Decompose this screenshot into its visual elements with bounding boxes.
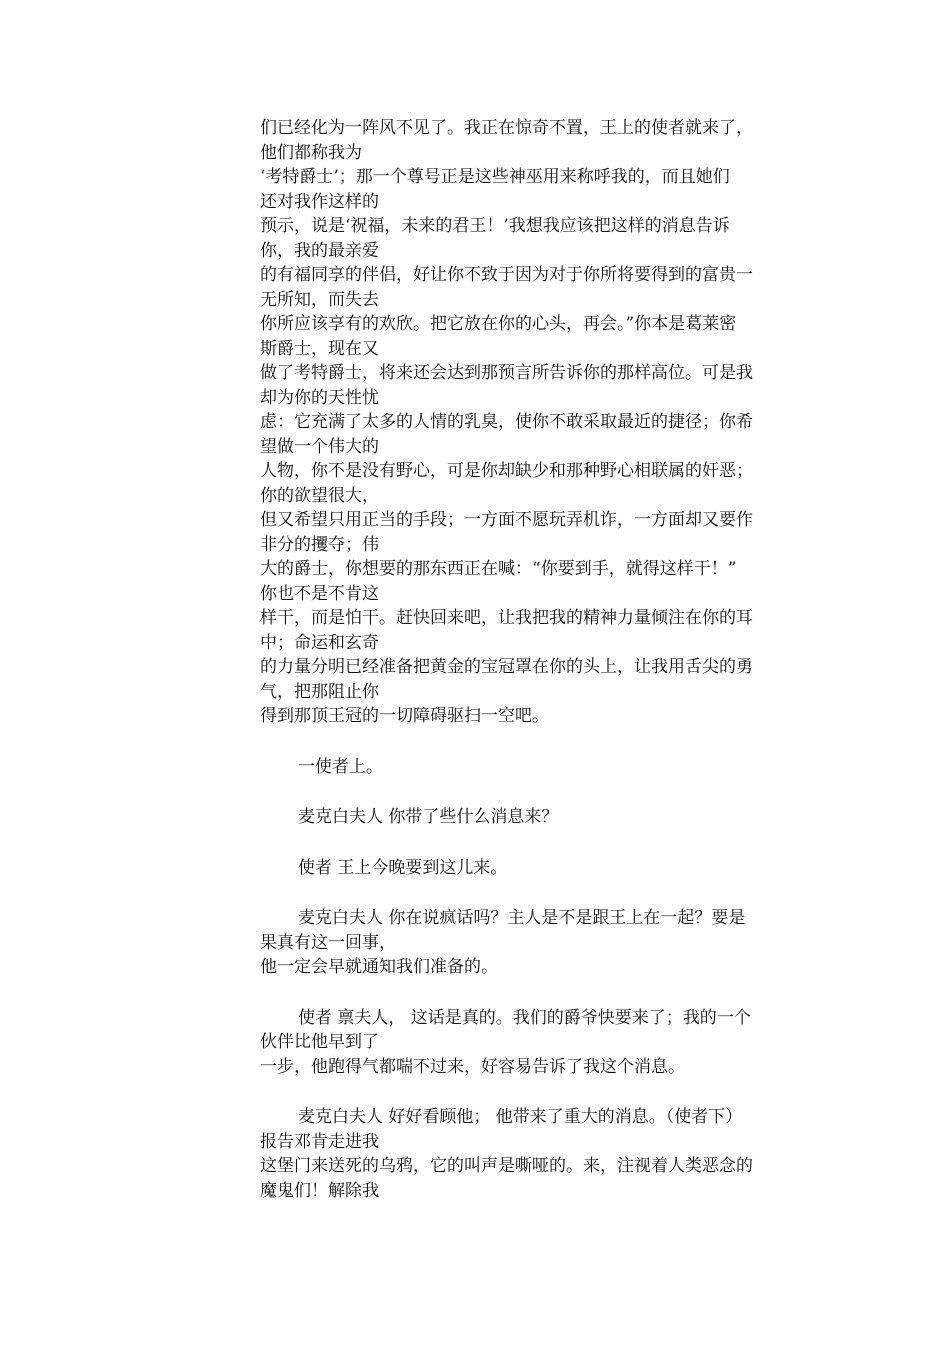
text-line: 中；命运和玄奇 xyxy=(260,632,379,653)
text-line: 报告邓肯走进我 xyxy=(260,1131,379,1152)
text-line: 你的欲望很大， xyxy=(260,485,379,506)
text-line: 得到那顶王冠的一切障碍驱扫一空吧。 xyxy=(260,706,549,726)
text-line: 人物，你不是没有野心，可是你却缺少和那种野心相联属的奸恶； xyxy=(260,461,753,481)
text-line: 还对我作这样的 xyxy=(260,191,379,212)
text-line: 麦克白夫人 你带了些什么消息来？ xyxy=(298,807,559,827)
text-line: 这堡门来送死的乌鸦，它的叫声是嘶哑的。来，注视着人类恶念的 xyxy=(260,1156,753,1176)
text-line: 样干，而是怕干。赶快回来吧，让我把我的精神力量倾注在你的耳 xyxy=(260,608,753,628)
text-line: 无所知，而失去 xyxy=(260,289,379,310)
lady-macbeth-line-1 xyxy=(260,805,810,830)
text-line: 虑：它充满了太多的人情的乳臭，使你不敢采取最近的捷径；你希 xyxy=(260,412,753,432)
paragraph-gap xyxy=(260,779,810,805)
text-line: 麦克白夫人 好好看顾他； 他带来了重大的消息。（使者下） xyxy=(298,1107,743,1127)
text-line: 果真有这一回事， xyxy=(260,932,396,953)
text-line: 非分的攫夺；伟 xyxy=(260,534,379,555)
text-line: 气，把那阻止你 xyxy=(260,681,379,702)
text-line: 魔鬼们！解除我 xyxy=(260,1180,379,1201)
text-line: 一使者上。 xyxy=(298,756,383,777)
text-line: 你，我的最亲爱 xyxy=(260,240,379,261)
text-line: 望做一个伟大的 xyxy=(260,436,379,457)
stage-direction xyxy=(260,755,810,780)
text-line: 使者 禀夫人， 这话是真的。我们的爵爷快要来了；我的一个 xyxy=(298,1007,751,1028)
messenger-line-1 xyxy=(260,856,810,881)
paragraph-gap xyxy=(260,980,810,1006)
text-line: 伙伴比他早到了 xyxy=(260,1032,379,1052)
paragraph-gap xyxy=(260,1079,810,1105)
text-line: 预示，说是‘祝福，未来的君王！’我想我应该把这样的消息告诉 xyxy=(260,216,730,236)
text-line: 一步，他跑得气都喘不过来，好容易告诉了我这个消息。 xyxy=(260,1056,685,1077)
document-page xyxy=(260,116,810,1203)
soliloquy-paragraph xyxy=(260,116,810,729)
text-line: 大的爵士，你想要的那东西正在喊：“你要到手，就得这样干！” xyxy=(260,559,737,579)
text-line: 你也不是不肯这 xyxy=(260,583,379,604)
text-line: 做了考特爵士，将来还会达到那预言所告诉你的那样高位。可是我 xyxy=(260,363,753,383)
text-line: ‘考特爵士’；那一个尊号正是这些神巫用来称呼我的，而且她们 xyxy=(260,167,730,187)
paragraph-gap xyxy=(260,729,810,755)
text-line: 的有福同享的伴侣，好让你不致于因为对于你所将要得到的富贵一 xyxy=(260,265,753,285)
text-line: 但又希望只用正当的手段；一方面不愿玩弄机诈，一方面却又要作 xyxy=(260,510,753,530)
text-line: 他一定会早就通知我们准备的。 xyxy=(260,957,498,977)
messenger-line-2 xyxy=(260,1006,810,1080)
text-line: 麦克白夫人 你在说疯话吗？主人是不是跟王上在一起？要是 xyxy=(298,908,746,928)
paragraph-gap xyxy=(260,830,810,856)
text-line: 他们都称我为 xyxy=(260,142,362,163)
text-line: 你所应该享有的欢欣。把它放在你的心头，再会。”你本是葛莱密 xyxy=(260,314,737,334)
text-line: 斯爵士，现在又 xyxy=(260,338,379,359)
text-line: 的力量分明已经准备把黄金的宝冠罩在你的头上，让我用舌尖的勇 xyxy=(260,657,753,677)
paragraph-gap xyxy=(260,880,810,906)
text-line: 却为你的天性忧 xyxy=(260,387,379,408)
text-line: 使者 王上今晚要到这儿来。 xyxy=(298,857,508,878)
lady-macbeth-line-3 xyxy=(260,1105,810,1203)
text-line: 们已经化为一阵风不见了。我正在惊奇不置，王上的使者就来了， xyxy=(260,118,753,138)
lady-macbeth-line-2 xyxy=(260,906,810,980)
